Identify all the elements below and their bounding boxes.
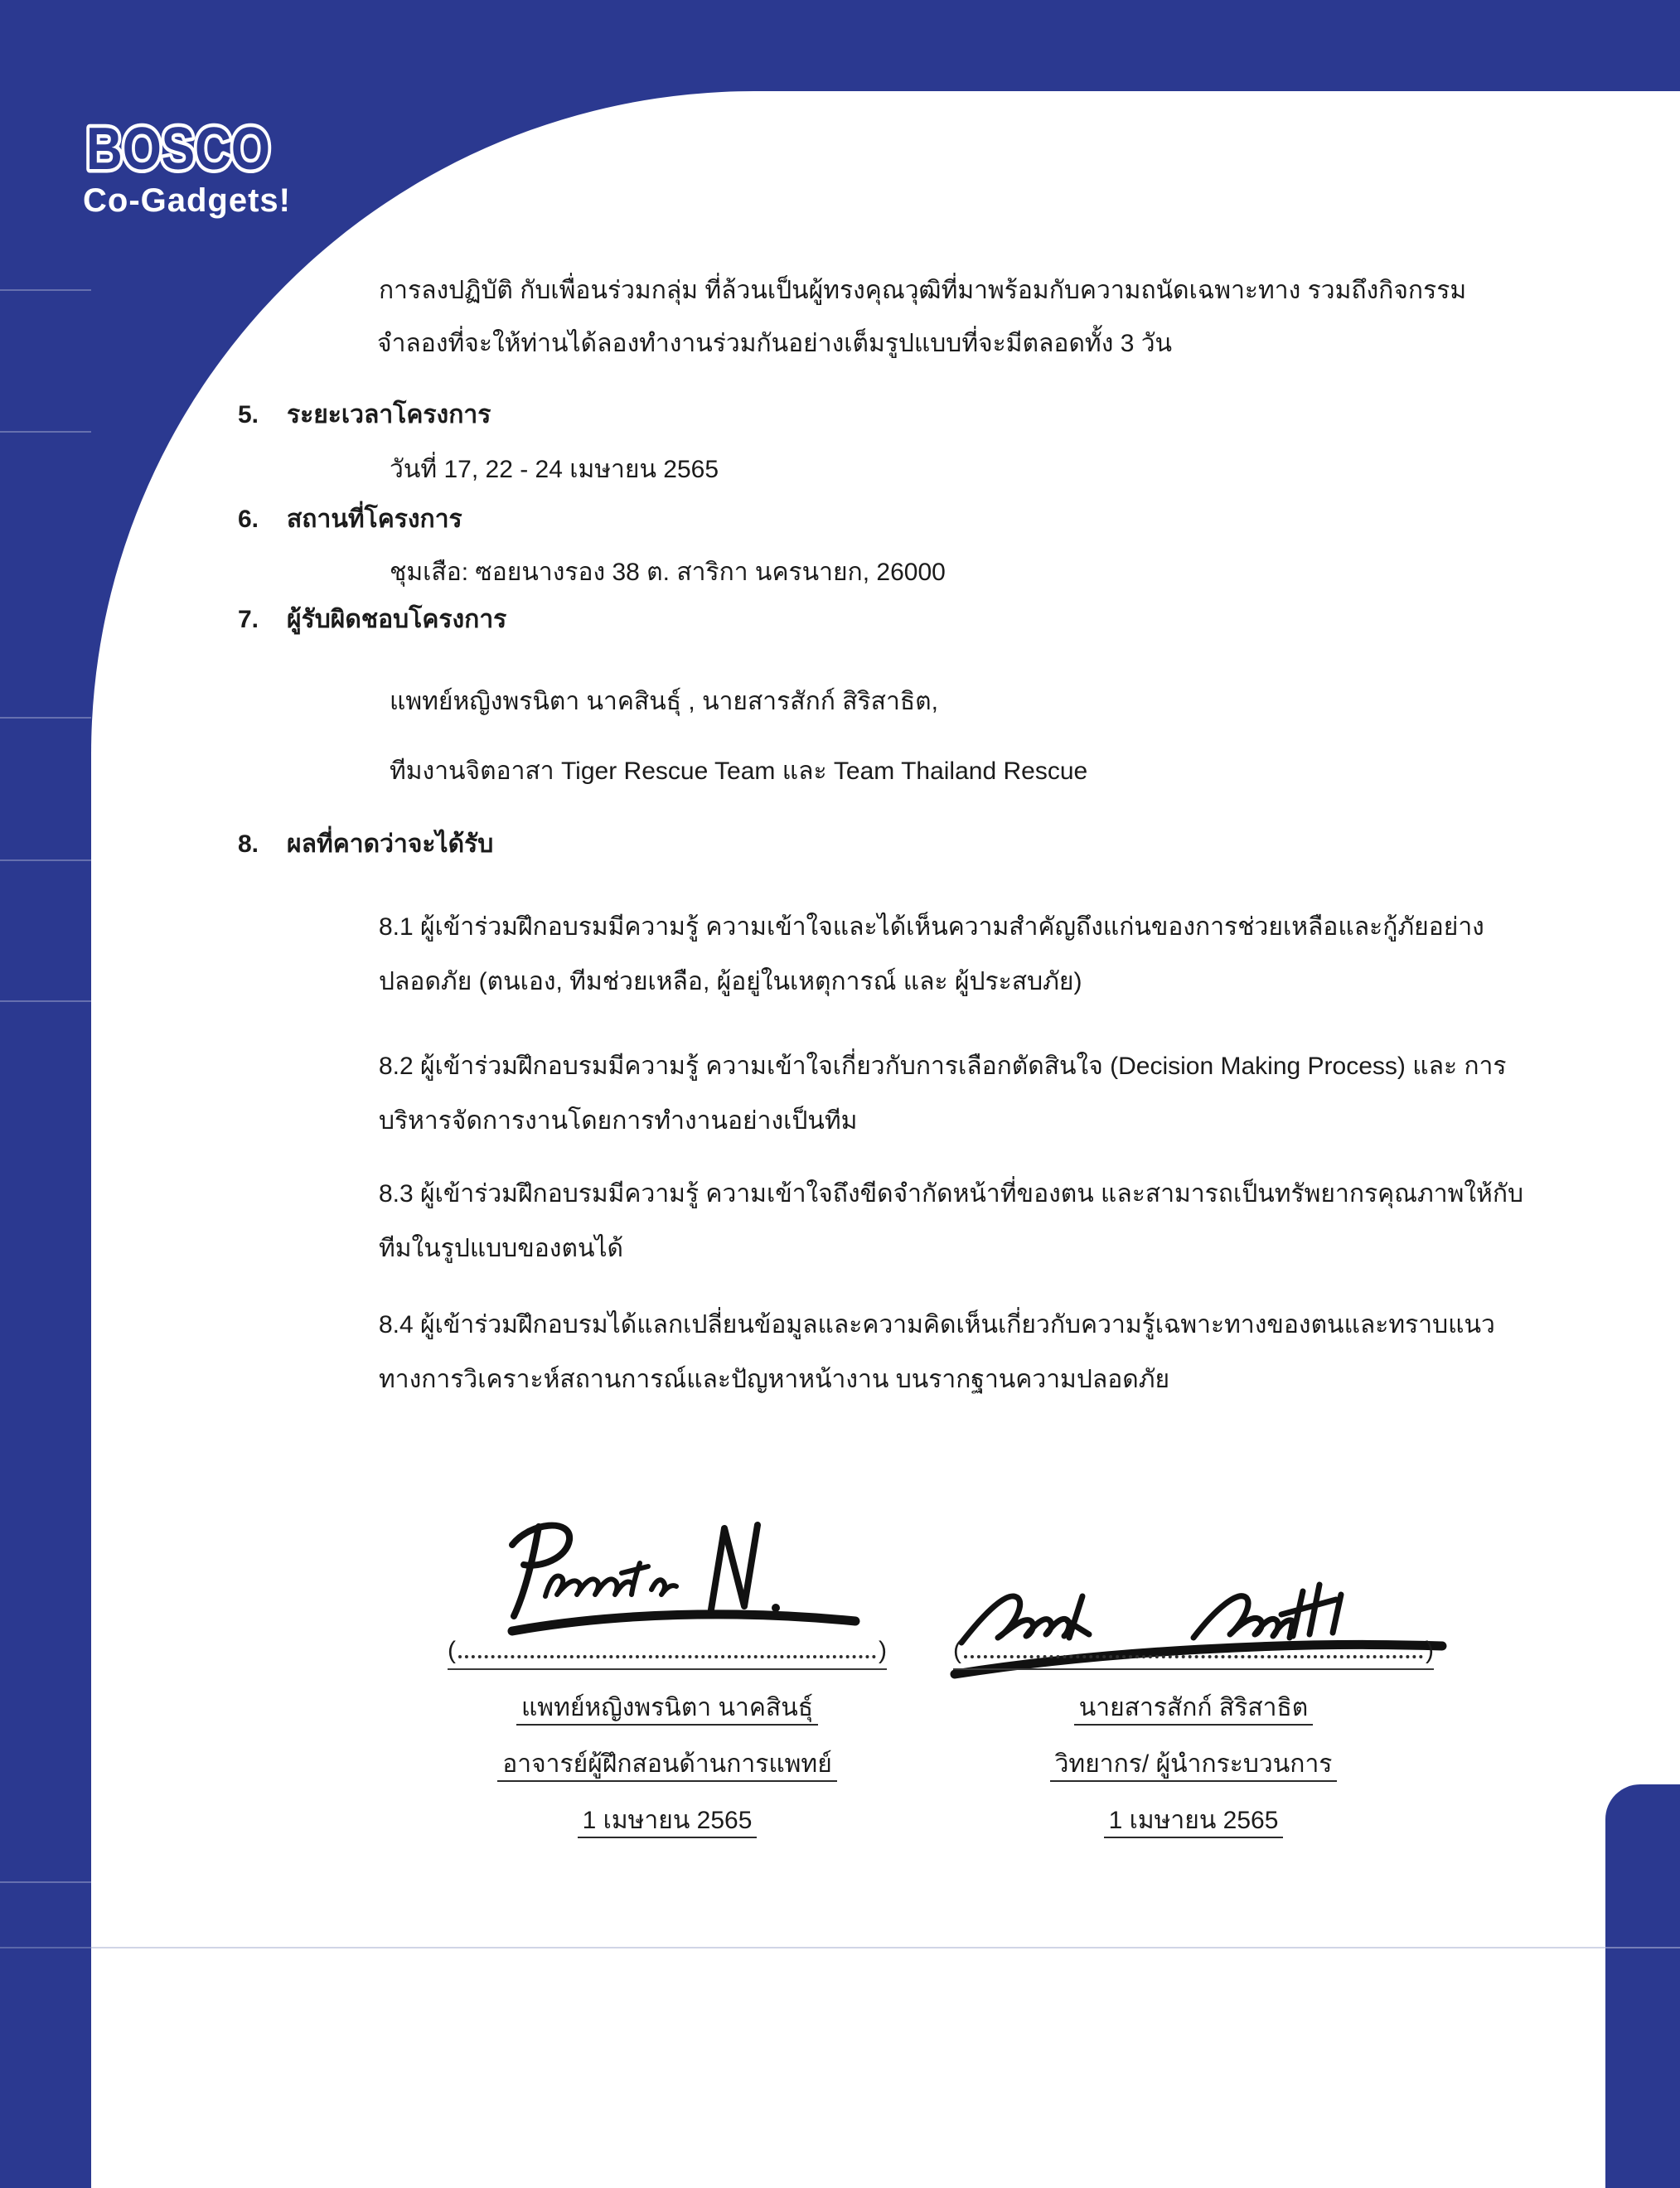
signatory-name: แพทย์หญิงพรนิตา นาคสินธุ์ [516,1694,818,1726]
left-strip-divider [0,431,91,433]
page-break-line [0,1947,1680,1948]
signatory-role: อาจารย์ผู้ฝึกสอนด้านการแพทย์ [497,1750,837,1782]
left-strip-divider [0,1881,91,1883]
section-number: 8. [238,830,259,858]
signatory-name: นายสารสักก์ สิริสาธิต [1074,1694,1314,1726]
section-title: สถานที่โครงการ [287,506,462,533]
paren-open: ( [448,1637,456,1664]
dotted-leader [964,1655,1423,1658]
signature-left-icon [464,1515,895,1639]
paren-close: ) [879,1637,887,1664]
dotted-leader [458,1655,876,1658]
expected-result-line: 8.1 ผู้เข้าร่วมฝึกอบรมมีความรู้ ความเข้าใจและได้เห็นความสำคัญถึงแก่นของการช่วยเหลือและกู้ภัยอย่าง [379,913,1484,941]
section-title: ผู้รับผิดชอบโครงการ [287,606,507,633]
section-title: ระยะเวลาโครงการ [287,401,491,428]
expected-result-line: 8.2 ผู้เข้าร่วมฝึกอบรมมีความรู้ ความเข้าใจเกี่ยวกับการเลือกตัดสินใจ (Decision Making Process) และ การ [379,1053,1507,1080]
section-body: ชุมเสือ: ซอยนางรอง 38 ต. สาริกา นครนายก, 26000 [390,559,946,586]
signatory-block-left [448,1634,887,1837]
signature-left [464,1515,895,1639]
section-number: 5. [238,401,259,428]
expected-result-line: ทางการวิเคราะห์สถานการณ์และปัญหาหน้างาน บนรากฐานความปลอดภัย [379,1366,1170,1393]
right-tab-divider [1605,1947,1680,1948]
section-body: ทีมงานจิตอาสา Tiger Rescue Team และ Team Thailand Rescue [390,758,1088,785]
section-number: 6. [238,506,259,533]
expected-result-line: ปลอดภัย (ตนเอง, ทีมช่วยเหลือ, ผู้อยู่ในเหตุการณ์ และ ผู้ประสบภัย) [379,968,1082,995]
signature-line [448,1634,887,1670]
left-strip-divider [0,289,91,291]
logo-tagline: Co-Gadgets! [83,182,291,219]
expected-result-line: 8.4 ผู้เข้าร่วมฝึกอบรมได้แลกเปลี่ยนข้อมูลและความคิดเห็นเกี่ยวกับความรู้เฉพาะทางของตนและทราบแนว [379,1311,1495,1338]
expected-result-line: 8.3 ผู้เข้าร่วมฝึกอบรมมีความรู้ ความเข้าใจถึงขีดจำกัดหน้าที่ของตน และสามารถเป็นทรัพยากรคุณภาพให้กับ [379,1180,1524,1208]
left-strip-divider [0,1000,91,1002]
left-strip-divider [0,859,91,861]
signatory-role: วิทยากร/ ผู้นำกระบวนการ [1050,1750,1338,1782]
expected-result-line: ทีมในรูปแบบของตนได้ [379,1235,624,1262]
logo-text: BOSCO [86,116,270,182]
section-body: แพทย์หญิงพรนิตา นาคสินธุ์ , นายสารสักก์ สิริสาธิต, [390,688,938,715]
signature-date: 1 เมษายน 2565 [578,1807,758,1838]
signature-date: 1 เมษายน 2565 [1104,1807,1284,1838]
right-edge-tab [1605,1784,1680,2188]
paren-open: ( [953,1637,961,1664]
intro-line: การลงปฏิบัติ กับเพื่อนร่วมกลุ่ม ที่ล้วนเป็นผู้ทรงคุณวุฒิที่มาพร้อมกับความถนัดเฉพาะทาง รวมถึงกิจกรรม [379,277,1467,304]
paren-close: ) [1426,1637,1434,1664]
left-strip-divider [0,717,91,719]
section-number: 7. [238,606,259,633]
intro-line: จำลองที่จะให้ท่านได้ลองทำงานร่วมกันอย่างเต็มรูปแบบที่จะมีตลอดทั้ง 3 วัน [377,330,1173,357]
section-title: ผลที่คาดว่าจะได้รับ [287,830,494,858]
signatory-block-right [953,1634,1434,1837]
expected-result-line: บริหารจัดการงานโดยการทำงานอย่างเป็นทีม [379,1107,858,1135]
signature-line [953,1634,1434,1670]
section-body: วันที่ 17, 22 - 24 เมษายน 2565 [390,456,719,483]
